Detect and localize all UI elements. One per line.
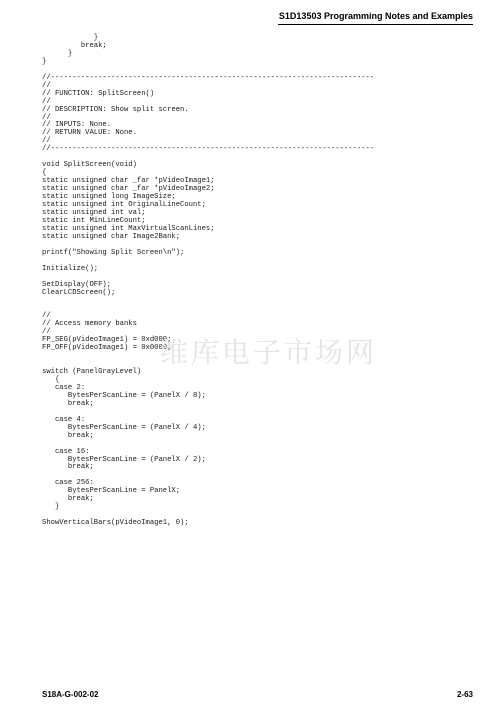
code-line: case 256: bbox=[42, 479, 94, 488]
code-line: // bbox=[42, 312, 51, 321]
code-line: // bbox=[42, 328, 51, 337]
code-line: BytesPerScanLine = (PanelX / 8); bbox=[42, 391, 206, 400]
code-line: // RETURN VALUE: None. bbox=[42, 129, 137, 138]
code-line: case 2: bbox=[42, 383, 86, 392]
code-line: // bbox=[42, 81, 51, 90]
code-line: static unsigned char _far *pVideoImage1; bbox=[42, 177, 215, 186]
code-line: break; bbox=[42, 495, 94, 504]
code-line: break; bbox=[42, 431, 94, 440]
code-line: //--------------------------------------------------------------------------- bbox=[42, 73, 375, 82]
header-rule bbox=[278, 24, 473, 25]
code-line: // FUNCTION: SplitScreen() bbox=[42, 89, 155, 98]
code-line: static int MinLineCount; bbox=[42, 216, 146, 225]
code-line: } bbox=[42, 503, 60, 512]
code-line: case 16: bbox=[42, 447, 90, 456]
watermark-text: 维库电子市场网 bbox=[160, 336, 378, 369]
code-line: static unsigned long ImageSize; bbox=[42, 193, 176, 202]
code-line bbox=[42, 297, 374, 305]
page-header-title: S1D13503 Programming Notes and Examples bbox=[278, 11, 473, 21]
code-listing bbox=[42, 35, 374, 528]
code-line bbox=[42, 441, 374, 449]
code-line: // bbox=[42, 137, 51, 146]
footer-page-number: 2-63 bbox=[456, 690, 473, 699]
code-line: { bbox=[42, 375, 60, 384]
code-line: SetDisplay(OFF); bbox=[42, 280, 112, 289]
code-line bbox=[42, 353, 374, 361]
code-line: ShowVerticalBars(pVideoImage1, 0); bbox=[42, 519, 189, 528]
code-line: BytesPerScanLine = (PanelX / 2); bbox=[42, 455, 206, 464]
code-line bbox=[42, 409, 374, 417]
code-line: ClearLCDScreen(); bbox=[42, 288, 116, 297]
code-line bbox=[42, 305, 374, 313]
code-line: static unsigned char _far *pVideoImage2; bbox=[42, 185, 215, 194]
code-line: break; bbox=[42, 463, 94, 472]
code-line: FP_SEG(pVideoImage1) = 0xd000; bbox=[42, 336, 172, 345]
code-line: FP_OFF(pVideoImage1) = 0x0000; bbox=[42, 344, 172, 353]
code-line: { bbox=[42, 169, 47, 178]
code-line: switch (PanelGrayLevel) bbox=[42, 368, 142, 377]
code-line: case 4: bbox=[42, 415, 86, 424]
code-line: static unsigned char Image2Bank; bbox=[42, 232, 181, 241]
code-line: static unsigned int OriginalLineCount; bbox=[42, 201, 206, 210]
code-line: // bbox=[42, 97, 51, 106]
code-line: break; bbox=[42, 399, 94, 408]
code-line: Initialize(); bbox=[42, 264, 99, 273]
code-line: static unsigned int val; bbox=[42, 208, 146, 217]
code-line: // DESCRIPTION: Show split screen. bbox=[42, 105, 189, 114]
code-line: // INPUTS: None. bbox=[42, 121, 112, 130]
code-line: BytesPerScanLine = PanelX; bbox=[42, 487, 181, 496]
code-line: BytesPerScanLine = (PanelX / 4); bbox=[42, 423, 206, 432]
code-line: } bbox=[42, 57, 47, 66]
footer-document-code: S18A-G-002-02 bbox=[42, 690, 99, 699]
code-line: // bbox=[42, 113, 51, 122]
code-line: break; bbox=[42, 41, 107, 50]
code-line: // Access memory banks bbox=[42, 320, 137, 329]
code-line: printf("Showing Split Screen\n"); bbox=[42, 248, 185, 257]
code-line: } bbox=[42, 49, 73, 58]
code-line: void SplitScreen(void) bbox=[42, 161, 137, 170]
code-line: //--------------------------------------------------------------------------- bbox=[42, 145, 375, 154]
code-line: } bbox=[42, 34, 99, 42]
code-line: static unsigned int MaxVirtualScanLines; bbox=[42, 224, 215, 233]
